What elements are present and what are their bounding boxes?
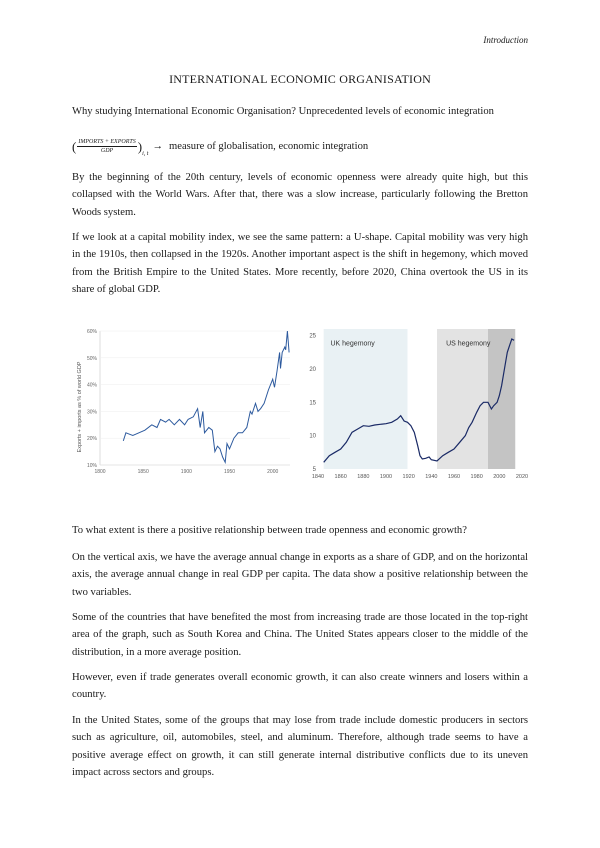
x-tick-label: 1840: [311, 474, 325, 480]
x-tick-label: 1980: [470, 474, 483, 480]
y-tick-label: 50%: [86, 355, 97, 362]
paragraph-openness-history: By the beginning of the 20th century, levels of economic openness were already quite high, but this collapsed with the World Wars. After that, there was a slow increase, particularly following the Bretton Woods system.: [72, 172, 528, 218]
trade-openness-line: [123, 331, 289, 462]
y-tick-label: 40%: [86, 382, 97, 389]
x-tick-label: 1960: [447, 474, 461, 480]
x-tick-label: 2020: [515, 474, 529, 480]
x-tick-label: 1950: [223, 469, 236, 475]
y-tick-label: 10: [309, 433, 316, 440]
x-tick-label: 1900: [379, 474, 393, 480]
trade-growth-question: To what extent is there a positive relationship between trade openness and economic growth?: [72, 525, 467, 536]
x-tick-label: 1860: [334, 474, 347, 480]
y-tick-label: 20%: [86, 436, 97, 443]
y-axis-label: Exports + imports as % of world GDP: [77, 361, 83, 453]
hegemony-chart: [308, 325, 530, 485]
intro-question: Why studying International Economic Organisation? Unprecedented levels of economic integration: [72, 106, 494, 117]
x-tick-label: 1920: [402, 474, 415, 480]
x-tick-label: 1800: [94, 469, 106, 475]
paragraph-axes-description: On the vertical axis, we have the average annual change in exports as a share of GDP, and on the horizontal axis, the average annual change in real GDP per capita. The data show a positive relationship between the two variables.: [72, 552, 528, 598]
y-tick-label: 25: [309, 333, 316, 340]
uk-hegemony-band: [324, 329, 408, 469]
running-header: Introduction: [483, 35, 528, 45]
uk-hegemony-label: UK hegemony: [330, 340, 375, 348]
x-tick-label: 1850: [137, 469, 149, 475]
x-tick-label: 1940: [425, 474, 438, 480]
paragraph-capital-mobility: If we look at a capital mobility index, we see the same pattern: a U-shape. Capital mobility was very high in the 1910s, then collapsed in the 1920s. Another important aspect is the shift in hegemony, which moved from the British Empire to the United States. More recently, before 2020, China overtook the US in its share of global GDP.: [72, 232, 528, 296]
formula-fraction: [77, 138, 136, 155]
formula-open-paren: (: [72, 138, 77, 154]
x-tick-label: 2000: [267, 469, 279, 475]
us-hegemony-label: US hegemony: [446, 340, 491, 348]
paragraph-top-countries: Some of the countries that have benefited the most from increasing trade are those located in the top-right area of the graph, such as South Korea and China. The United States appears closer to the middle of the distribution, in a more average position.: [72, 612, 528, 658]
x-tick-label: 1900: [180, 469, 192, 475]
paragraph-us-sectors: In the United States, some of the groups that may lose from trade include domestic producers in sectors such as agriculture, oil, automobiles, steel, and aluminum. Therefore, although trade seems to have a positive average effect on growth, it can still generate internal distributive conflicts due to its uneven impact across sectors and groups.: [72, 715, 528, 779]
y-tick-label: 5: [312, 467, 316, 473]
paragraph-winners-losers: However, even if trade generates overall economic growth, it can also create winners and losers within a country.: [72, 672, 528, 701]
formula-arrow: →: [152, 141, 163, 152]
openness-formula: [72, 138, 368, 155]
x-tick-label: 1880: [357, 474, 370, 480]
formula-close-paren: ): [137, 138, 143, 154]
y-tick-label: 60%: [86, 329, 97, 335]
formula-subscript: i, t: [142, 151, 149, 157]
page-title: INTERNATIONAL ECONOMIC ORGANISATION: [169, 72, 431, 86]
y-tick-label: 15: [309, 400, 316, 407]
y-tick-label: 20: [309, 367, 316, 373]
formula-denominator: GDP: [100, 148, 114, 154]
y-tick-label: 30%: [86, 409, 97, 416]
recent-period-band: [488, 329, 515, 469]
x-tick-label: 2000: [493, 474, 506, 480]
y-tick-label: 10%: [86, 463, 97, 469]
trade-openness-chart: [72, 325, 297, 485]
formula-text: measure of globalisation, economic integration: [169, 141, 369, 152]
formula-numerator: IMPORTS + EXPORTS: [78, 139, 136, 145]
